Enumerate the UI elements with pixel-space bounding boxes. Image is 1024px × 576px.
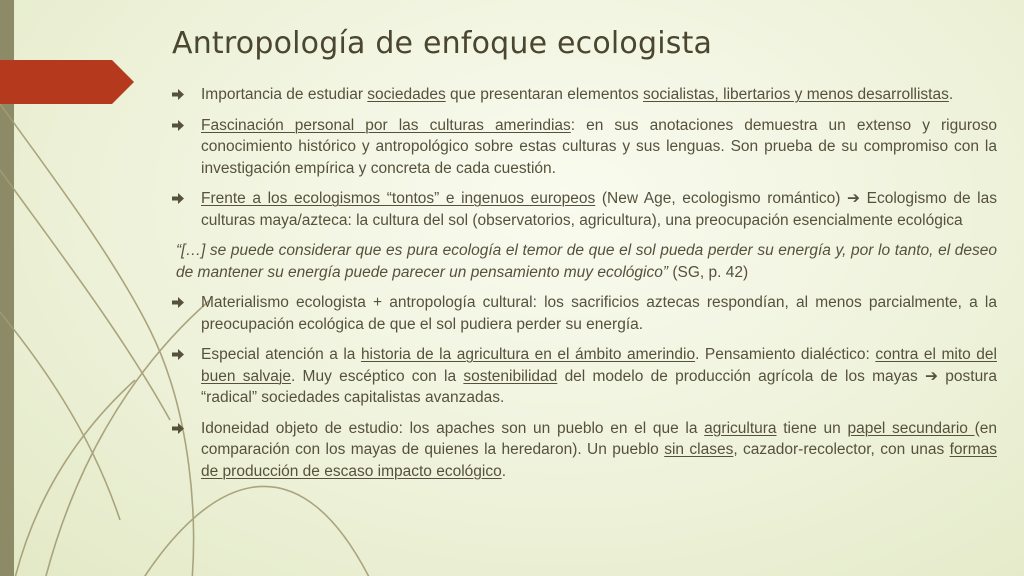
text-segment: del modelo de producción agrícola de los mayas ➔ postura “radical” sociedades capitalistas avanzadas. bbox=[201, 367, 997, 406]
left-decorative-bar bbox=[0, 0, 14, 576]
text-segment: . bbox=[948, 86, 954, 103]
bullet-item bbox=[172, 418, 997, 483]
bullet-text bbox=[201, 420, 997, 480]
arrow-right-bullet-icon bbox=[172, 349, 184, 360]
underlined-text: historia de la agricultura en el ámbito amerindio bbox=[360, 346, 696, 363]
slide-content bbox=[172, 84, 997, 491]
underlined-text: sociedades bbox=[367, 86, 446, 103]
title-accent-arrow bbox=[0, 60, 134, 104]
underlined-text: sostenibilidad bbox=[463, 367, 558, 385]
text-segment: : en sus anotaciones demuestra un extenso y riguroso conocimiento histórico y antropológico sobre estas culturas y sus lenguas. Son prueba de su compromiso con la investigación empírica y concreta de cada cuestión. bbox=[201, 116, 997, 177]
text-segment: . bbox=[501, 462, 507, 480]
underlined-text: formas de producción de escaso impacto ecológico bbox=[201, 441, 997, 480]
bullet-item bbox=[172, 292, 997, 335]
text-segment: (en comparación con los mayas de quienes la heredaron). Un pueblo bbox=[201, 419, 997, 458]
text-segment: Importancia de estudiar bbox=[201, 86, 368, 103]
bullet-text bbox=[201, 86, 953, 103]
bullet-text bbox=[201, 346, 997, 406]
bullet-item bbox=[172, 344, 997, 409]
text-segment: que presentaran elementos bbox=[445, 86, 644, 103]
arrow-right-bullet-icon bbox=[172, 193, 184, 204]
text-segment: (New Age, ecologismo romántico) ➔ Ecologismo de las culturas maya/azteca: la cultura del sol (observatorios, agricultura), una preocupación esencialmente ecológica bbox=[201, 190, 997, 229]
bullet-text bbox=[201, 117, 997, 177]
underlined-text: Frente a los ecologismos “tontos” e ingenuos europeos bbox=[201, 190, 596, 207]
underlined-text: Fascinación personal por las culturas amerindias bbox=[201, 116, 571, 134]
text-segment: Materialismo ecologista + antropología cultural: los sacrificios aztecas respondían, al menos parcialmente, a la preocupación ecológica de que el sol pudiera perder su energía. bbox=[201, 294, 997, 333]
underlined-text: contra el mito del buen salvaje bbox=[201, 346, 997, 385]
underlined-text: sin clases bbox=[664, 441, 734, 458]
arrow-right-bullet-icon bbox=[172, 297, 184, 308]
bullet-item bbox=[172, 115, 997, 180]
quote-text: “[…] se puede considerar que es pura ecología el temor de que el sol pueda perder su energía y, por lo tanto, el deseo de mantener su energía puede parecer un pensamiento muy ecológico” bbox=[176, 242, 997, 281]
underlined-text: socialistas, libertarios y menos desarrollistas bbox=[643, 86, 949, 103]
bullet-item bbox=[172, 84, 997, 106]
underlined-text: papel secundario bbox=[847, 419, 975, 437]
text-segment: . Muy escéptico con la bbox=[290, 367, 464, 385]
underlined-text: agricultura bbox=[704, 419, 777, 437]
text-segment: tiene un bbox=[776, 419, 848, 437]
bullet-text bbox=[201, 190, 997, 229]
text-segment: , cazador-recolector, con unas bbox=[733, 441, 950, 458]
text-segment: Especial atención a la bbox=[201, 346, 361, 363]
arrow-right-bullet-icon bbox=[172, 89, 184, 100]
bullet-item bbox=[172, 188, 997, 231]
bullet-text bbox=[201, 294, 997, 333]
arrow-right-bullet-icon bbox=[172, 423, 184, 434]
text-segment: Idoneidad objeto de estudio: los apaches son un pueblo en el que la bbox=[201, 419, 705, 437]
arrow-right-bullet-icon bbox=[172, 120, 184, 131]
quote-citation: (SG, p. 42) bbox=[668, 263, 749, 281]
slide-title: Antropología de enfoque ecologista bbox=[172, 26, 713, 61]
text-segment: . Pensamiento dialéctico: bbox=[695, 346, 876, 363]
quote-block bbox=[172, 240, 997, 283]
